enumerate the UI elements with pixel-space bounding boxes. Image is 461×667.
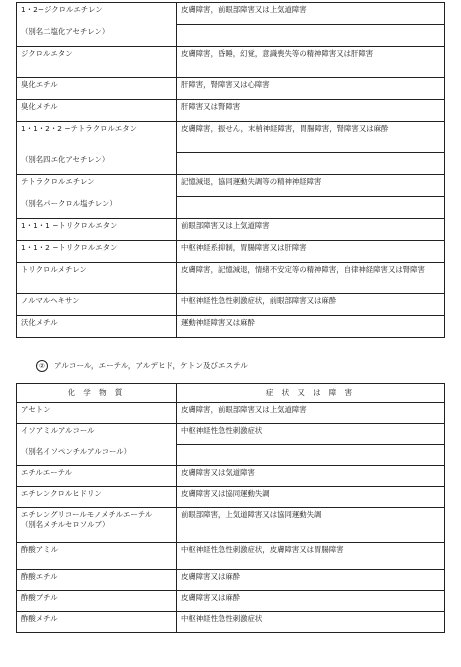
table-row: [17, 219, 445, 241]
symptom-cell: 皮膚障害，昏睡，幻覚，意識喪失等の精神障害又は肝障害: [177, 47, 445, 78]
table-row: [17, 153, 445, 175]
substance-cell: 沃化メチル: [17, 316, 177, 338]
symptom-cell: 肝障害，腎障害又は心障害: [177, 78, 445, 100]
table-row: [17, 403, 445, 424]
table-row: [17, 316, 445, 338]
header-symptom: 症 状 又 は 障 害: [177, 384, 445, 403]
substance-cell: イソアミルアルコール: [17, 424, 177, 445]
substance-cell: 1・2−ジクロルエチレン: [17, 3, 177, 25]
table-row: [17, 508, 445, 543]
symptom-cell: 肝障害又は腎障害: [177, 100, 445, 122]
substance-cell: 1・1・1 −トリクロルエタン: [17, 219, 177, 241]
section-number: ②: [36, 360, 48, 372]
table-row: [17, 100, 445, 122]
chemical-table-1: [16, 2, 445, 338]
table-header-row: [17, 384, 445, 403]
symptom-cell: [177, 445, 445, 466]
table-row: [17, 591, 445, 612]
table-row: [17, 197, 445, 219]
table-row: [17, 612, 445, 633]
symptom-cell: 皮膚障害，振せん，末梢神経障害，胃腸障害，腎障害又は麻酔: [177, 122, 445, 153]
table-row: [17, 424, 445, 445]
table-row: [17, 78, 445, 100]
substance-cell: 酢酸エチル: [17, 570, 177, 591]
symptom-cell: [177, 153, 445, 175]
symptom-cell: 中枢神経性急性刺激症状，前眼部障害又は麻酔: [177, 294, 445, 316]
substance-cell: 臭化エチル: [17, 78, 177, 100]
chemical-table-2: [16, 383, 445, 633]
table-row: [17, 175, 445, 197]
table-row: [17, 241, 445, 263]
table-row: [17, 543, 445, 570]
substance-cell: エチレンクロルヒドリン: [17, 487, 177, 508]
table-row: [17, 294, 445, 316]
substance-cell: （別名イソペンチルアルコール）: [17, 445, 177, 466]
symptom-cell: 中枢神経性急性刺激症状，皮膚障害又は胃腸障害: [177, 543, 445, 570]
table-row: [17, 3, 445, 25]
substance-cell: テトラクロルエチレン: [17, 175, 177, 197]
symptom-cell: [177, 197, 445, 219]
symptom-cell: 記憶減退，協同運動失調等の精神神経障害: [177, 175, 445, 197]
section-caption: [36, 360, 248, 372]
symptom-cell: [177, 25, 445, 47]
table-row: [17, 445, 445, 466]
substance-cell: （別名二塩化アセチレン）: [17, 25, 177, 47]
substance-cell: アセトン: [17, 403, 177, 424]
substance-cell: 臭化メチル: [17, 100, 177, 122]
substance-cell: エチレングリコールモノメチルエーテル （別名メチルセロソルブ）: [17, 508, 177, 543]
table-row: [17, 487, 445, 508]
substance-cell: トリクロルメチレン: [17, 263, 177, 294]
substance-cell: （別名四エ化アセチレン）: [17, 153, 177, 175]
substance-cell: エチルエーテル: [17, 466, 177, 487]
symptom-cell: 中枢神経性急性刺激症状: [177, 424, 445, 445]
symptom-cell: 運動神経障害又は麻酔: [177, 316, 445, 338]
symptom-cell: 皮膚障害，前眼部障害又は上気道障害: [177, 403, 445, 424]
chemical-table-1-body: [17, 3, 445, 338]
symptom-cell: 皮膚障害又は気道障害: [177, 466, 445, 487]
table-row: [17, 570, 445, 591]
symptom-cell: 皮膚障害又は麻酔: [177, 591, 445, 612]
substance-cell: ノルマルヘキサン: [17, 294, 177, 316]
table-row: [17, 263, 445, 294]
section-title: アルコール，エーテル，アルデヒド，ケトン及びエステル: [54, 361, 248, 370]
symptom-cell: 皮膚障害，前眼部障害又は上気道障害: [177, 3, 445, 25]
header-substance: 化 学 物 質: [17, 384, 177, 403]
substance-cell: 酢酸メチル: [17, 612, 177, 633]
substance-cell: 1・1・2・2 −テトラクロルエタン: [17, 122, 177, 153]
table-row: [17, 122, 445, 153]
substance-cell: ジクロルエタン: [17, 47, 177, 78]
symptom-cell: 前眼部障害又は上気道障害: [177, 219, 445, 241]
substance-cell: 1・1・2 −トリクロルエタン: [17, 241, 177, 263]
table-row: [17, 466, 445, 487]
symptom-cell: 皮膚障害，記憶減退，情緒不安定等の精神障害，自律神経障害又は腎障害: [177, 263, 445, 294]
symptom-cell: 中枢神経系抑制，胃腸障害又は肝障害: [177, 241, 445, 263]
symptom-cell: 皮膚障害又は麻酔: [177, 570, 445, 591]
substance-cell: （別名パークロル塩チレン）: [17, 197, 177, 219]
table-row: [17, 47, 445, 78]
symptom-cell: 前眼部障害，上気道障害又は協同運動失調: [177, 508, 445, 543]
substance-cell: 酢酸アミル: [17, 543, 177, 570]
chemical-table-2-body: [17, 403, 445, 633]
symptom-cell: 中枢神経性急性刺激症状: [177, 612, 445, 633]
table-row: [17, 25, 445, 47]
substance-cell: 酢酸ブチル: [17, 591, 177, 612]
symptom-cell: 皮膚障害又は協同運動失調: [177, 487, 445, 508]
